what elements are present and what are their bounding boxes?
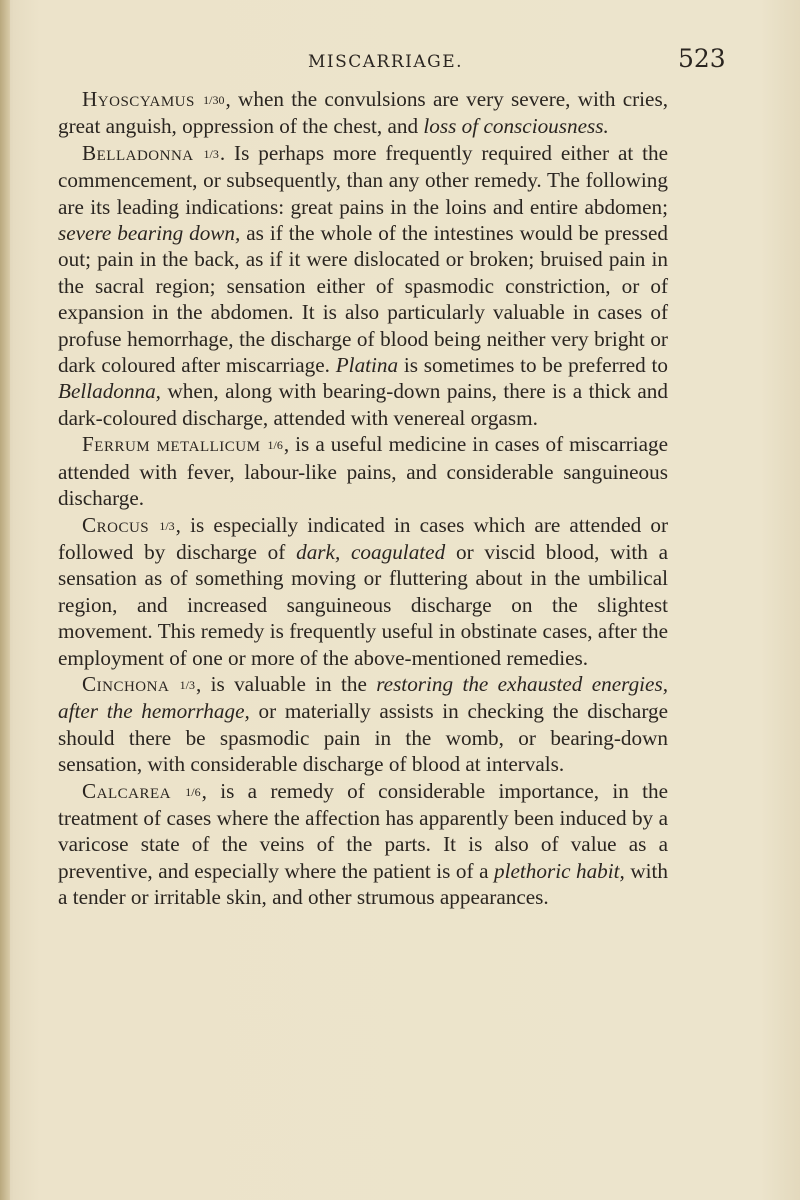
remedy-name: Belladonna bbox=[82, 140, 194, 165]
italic-text: dark, coagulated bbox=[296, 539, 446, 564]
dose-fraction: 1/6 bbox=[185, 784, 201, 799]
italic-text: severe bearing down, bbox=[58, 221, 241, 246]
italic-text: Platina bbox=[335, 353, 399, 378]
page-number: 523 bbox=[678, 44, 726, 73]
dose-fraction: 1/6 bbox=[267, 438, 283, 453]
remedy-name: Hyoscyamus bbox=[82, 87, 195, 111]
italic-text: plethoric habit, bbox=[493, 858, 625, 883]
italic-text: loss of consciousness. bbox=[423, 114, 609, 139]
paragraph bbox=[58, 140, 668, 431]
paragraph-text: , is valuable in the bbox=[195, 671, 377, 696]
paragraph-text: , is a useful medicine in cases of miscarriage attended with fever, labour-like pains, and considerable sanguineous discharge. bbox=[58, 432, 668, 511]
paragraph-text: , is a remedy of considerable importance, in the treatment of cases where the affection has apparently been induced by a varicose state of the veins of the parts. It is also of value as a preventive, and especially where the patient is of a bbox=[58, 778, 668, 883]
page-header bbox=[0, 44, 800, 84]
paragraph-text: with a tender or irritable skin, and other strumous appearances. bbox=[58, 858, 668, 910]
paragraph bbox=[58, 86, 668, 140]
remedy-name: Ferrum metallicum bbox=[82, 432, 261, 457]
paragraph-text: . Is perhaps more frequently required either at the commencement, or subsequently, than any other remedy. The following are its leading indications: great pains in the loins and entire abdomen; bbox=[58, 140, 668, 219]
paragraph-text: as if the whole of the intestines would be pressed out; pain in the back, as if it were dislocated or broken; bruised pain in the sacral region; sensation either of spasmodic constriction, or of expansion in the abdomen. It is also particularly valuable in cases of profuse hemorrhage, the discharge of blood being neither very bright or dark coloured after miscarriage. bbox=[58, 221, 668, 378]
italic-text: restoring the exhausted energies, after the hemorrhage, bbox=[58, 671, 668, 724]
paragraph bbox=[58, 671, 668, 778]
page-spine-shadow bbox=[0, 0, 10, 1200]
paragraph-text: or materially assists in checking the discharge should there be spasmodic pain in the womb, or bearing-down sensation, with considerable discharge of blood at intervals. bbox=[58, 699, 668, 777]
dose-fraction: 1/3 bbox=[203, 146, 219, 161]
dose-fraction: 1/3 bbox=[159, 518, 175, 533]
paragraph-text: , is especially indicated in cases which are attended or followed by discharge of bbox=[58, 512, 668, 564]
paragraph bbox=[58, 431, 668, 511]
body-text bbox=[58, 86, 668, 911]
paragraph-text: when, along with bearing-down pains, there is a thick and dark-coloured discharge, attended with venereal orgasm. bbox=[58, 379, 668, 430]
italic-text: Belladonna, bbox=[58, 379, 161, 404]
remedy-name: Calcarea bbox=[82, 778, 171, 803]
remedy-name: Crocus bbox=[82, 512, 150, 537]
dose-fraction: 1/3 bbox=[179, 677, 195, 692]
paragraph-text: is sometimes to be preferred to bbox=[398, 353, 669, 378]
paragraph-text: or viscid blood, with a sensation as of something moving or fluttering about in the umbilical region, and increased sanguineous discharge on the slightest movement. This remedy is frequently useful in obstinate cases, after the employment of one or more of the above-mentioned remedies. bbox=[58, 539, 669, 670]
dose-fraction: 1/30 bbox=[203, 93, 225, 107]
remedy-name: Cinchona bbox=[82, 671, 170, 696]
paragraph bbox=[58, 778, 668, 911]
paragraph-text: , when the convulsions are very severe, with cries, great anguish, oppression of the chest, and bbox=[58, 87, 668, 139]
running-head: MISCARRIAGE. bbox=[308, 52, 464, 72]
paragraph bbox=[58, 512, 668, 671]
